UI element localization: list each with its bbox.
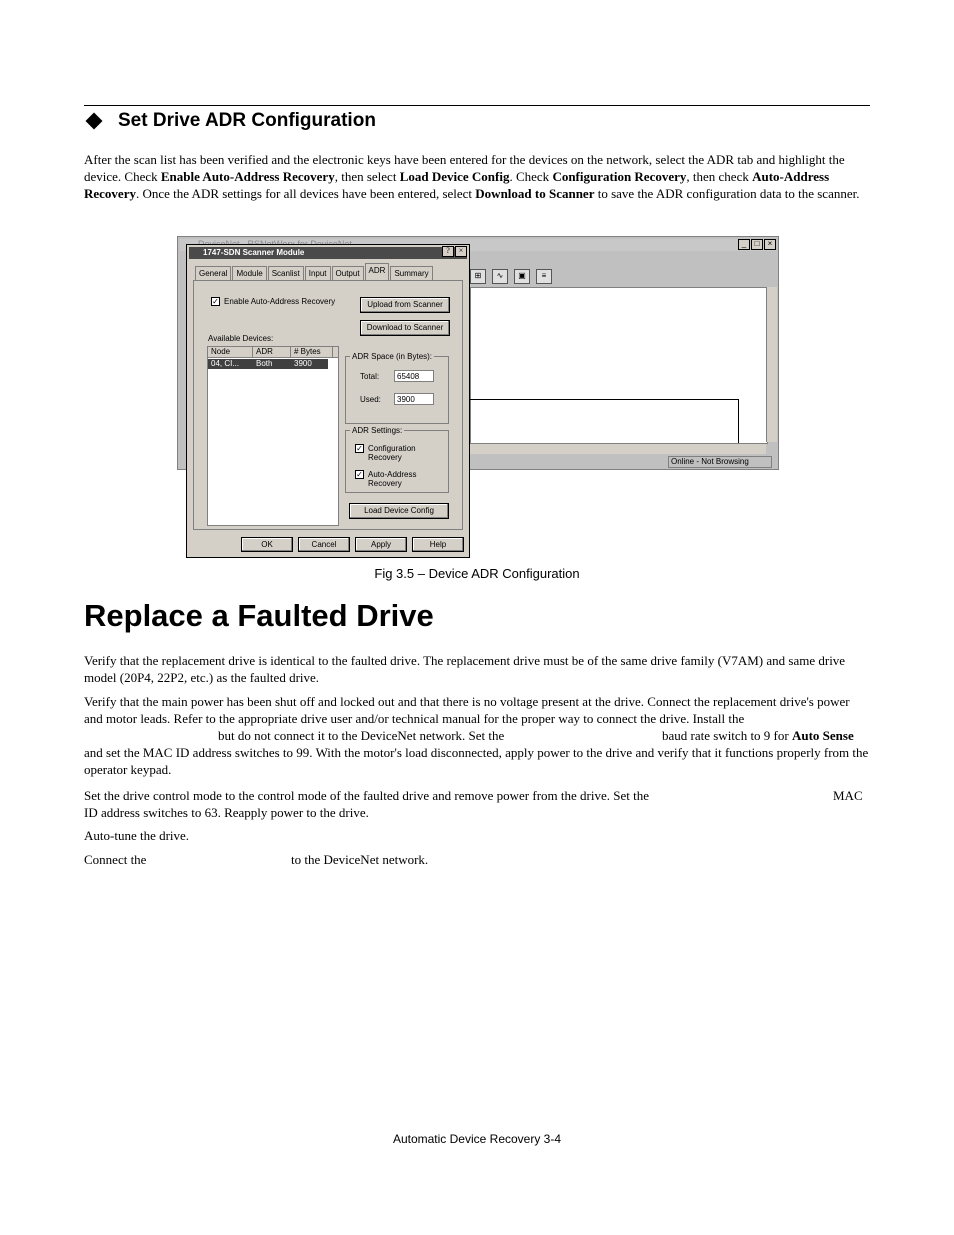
device-adr: Both — [256, 359, 273, 368]
replace-paragraph-4: Auto-tune the drive. — [84, 828, 190, 843]
available-devices-label: Available Devices: — [208, 334, 274, 343]
checkbox-checked-icon[interactable]: ✓ — [212, 297, 219, 306]
background-device-box — [470, 399, 739, 444]
checkbox-checked-icon[interactable]: ✓ — [356, 470, 363, 479]
enable-adr-label: Enable Auto-Address Recovery — [224, 297, 336, 306]
column-bytes[interactable]: # Bytes — [291, 347, 333, 357]
maximize-icon[interactable]: □ — [751, 239, 763, 250]
settings-icon[interactable]: ≡ — [536, 269, 552, 284]
adr-settings-group — [345, 426, 449, 493]
tab-input[interactable]: Input — [305, 266, 331, 280]
ok-button[interactable]: OK — [241, 537, 293, 552]
upload-from-scanner-button[interactable]: Upload from Scanner — [360, 297, 450, 313]
figure-caption: Fig 3.5 – Device ADR Configuration — [374, 566, 580, 581]
top-rule — [84, 105, 870, 106]
intro-paragraph: After the scan list has been verified and the electronic keys have been entered for the devices on the network, select the ADR tab and highlight the device. Check Enable Auto-Address Recovery, then select Load Device Config. Check Configuration Recovery, then check Auto-Address Recovery. Once the ADR settings for all devices have been entered, select Download to Scanner to save the ADR configuration data to the scanner. — [84, 152, 860, 201]
used-label: Used: — [360, 395, 381, 404]
tab-output[interactable]: Output — [332, 266, 364, 280]
tab-general[interactable]: General — [195, 266, 231, 280]
section-heading — [84, 110, 376, 132]
total-field: 65408 — [394, 370, 434, 382]
help-icon[interactable]: ? — [442, 246, 454, 257]
tab-summary[interactable]: Summary — [390, 266, 432, 280]
auto-address-recovery-checkbox[interactable]: ✓ Auto-Address Recovery — [356, 470, 417, 488]
load-device-config-button[interactable]: Load Device Config — [349, 503, 449, 519]
status-text: Online - Not Browsing — [668, 456, 772, 468]
used-field: 3900 — [394, 393, 434, 405]
background-toolbar — [470, 269, 552, 284]
adr-settings-title: ADR Settings: — [352, 426, 403, 435]
column-adr[interactable]: ADR — [253, 347, 291, 357]
column-node[interactable]: Node — [208, 347, 253, 357]
adr-space-group — [345, 352, 449, 424]
status-bar — [470, 455, 776, 467]
adr-space-title: ADR Space (in Bytes): — [352, 352, 433, 361]
replace-title: Replace a Faulted Drive — [84, 598, 434, 633]
replace-paragraph-2: Verify that the main power has been shut off and locked out and that there is no voltage present at the drive. Connect the replacement drive's power and motor leads. Refer to the appropriate drive user and/or technical manual for the proper way to connect the drive. Install the but do not connect it to the DeviceNet network. Set the baud rate switch to 9 for Auto Sense and set the MAC ID address switches to 99. With the motor's load disconnected, apply power to the drive and verify that it functions properly from the operator keypad. — [84, 694, 869, 777]
list-header — [208, 347, 338, 358]
cancel-button[interactable]: Cancel — [298, 537, 350, 552]
available-devices-list[interactable] — [207, 346, 339, 526]
help-button[interactable]: Help — [412, 537, 464, 552]
total-label: Total: — [360, 372, 380, 381]
dialog-controls — [442, 246, 467, 257]
replace-paragraph-1: Verify that the replacement drive is identical to the faulted drive. The replacement drive must be of the same drive family (V7AM) and same drive model (20P4, 22P2, etc.) as the faulted drive. — [84, 653, 846, 685]
page-footer: Automatic Device Recovery 3-4 — [392, 1132, 562, 1146]
tab-scanlist[interactable]: Scanlist — [268, 266, 304, 280]
tab-module[interactable]: Module — [232, 266, 266, 280]
tab-adr[interactable]: ADR — [365, 263, 390, 280]
minimize-icon[interactable]: _ — [738, 239, 750, 250]
adr-configuration-screenshot — [177, 236, 779, 560]
background-window-controls — [738, 239, 776, 250]
list-item[interactable] — [208, 359, 328, 369]
network-icon[interactable]: ⊞ — [470, 269, 486, 284]
checkbox-checked-icon[interactable]: ✓ — [356, 444, 363, 453]
close-icon[interactable]: × — [764, 239, 776, 250]
close-icon[interactable]: × — [455, 246, 467, 257]
scanner-module-dialog — [186, 244, 470, 558]
device-node: 04, CI... — [211, 359, 240, 368]
device-bytes: 3900 — [294, 359, 312, 368]
enable-adr-checkbox[interactable] — [211, 297, 335, 306]
replace-paragraph-5: Connect the to the DeviceNet network. — [84, 852, 429, 867]
diamond-bullet-icon — [86, 113, 103, 130]
section-title: Set Drive ADR Configuration — [118, 110, 376, 131]
dialog-title: 1747-SDN Scanner Module — [189, 247, 467, 259]
replace-paragraph-3: Set the drive control mode to the control mode of the faulted drive and remove power from the drive. Set the MAC ID address switches to 63. Reapply power to the drive. — [84, 788, 863, 820]
waveform-icon[interactable]: ∿ — [492, 269, 508, 284]
download-to-scanner-button[interactable]: Download to Scanner — [360, 320, 450, 336]
apply-button[interactable]: Apply — [355, 537, 407, 552]
dialog-tabs — [195, 266, 434, 280]
configuration-recovery-checkbox[interactable]: ✓ Configuration Recovery — [356, 444, 416, 462]
vertical-scrollbar[interactable] — [766, 287, 777, 442]
horizontal-scrollbar[interactable] — [470, 443, 766, 454]
view-icon[interactable]: ▣ — [514, 269, 530, 284]
